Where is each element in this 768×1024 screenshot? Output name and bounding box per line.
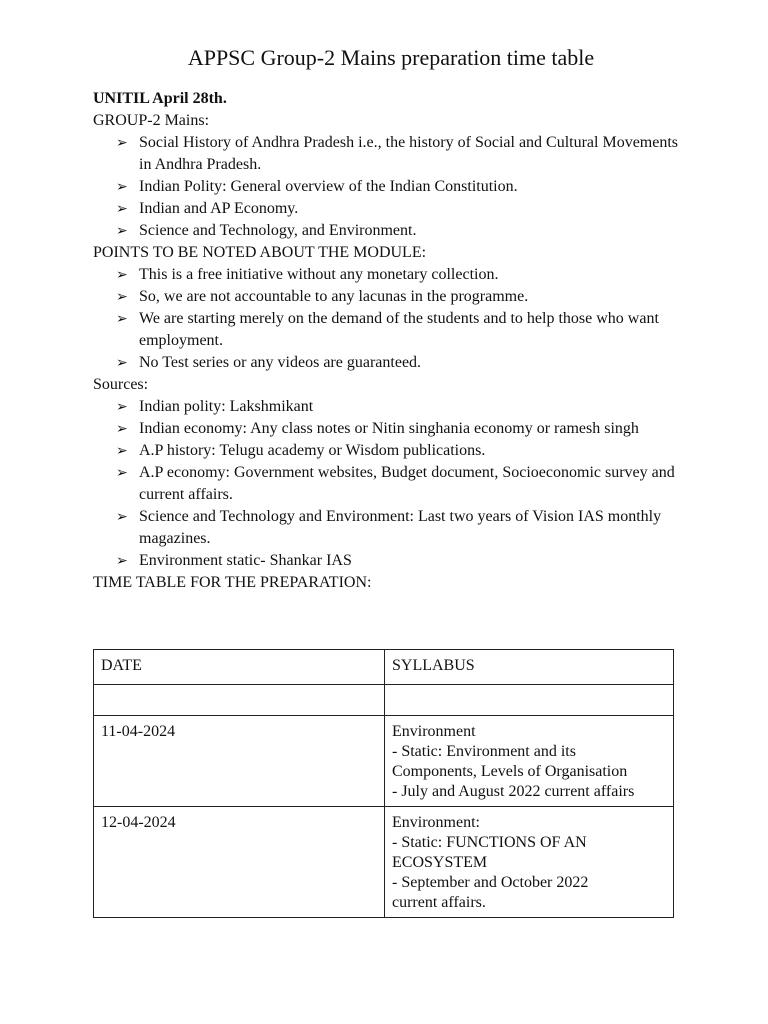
syllabus-line: Environment <box>392 723 476 740</box>
list-item-text: We are starting merely on the demand of the students and to help those who want employment. <box>139 310 659 349</box>
arrow-bullet-icon: ➢ <box>116 311 128 327</box>
list-item <box>93 462 679 506</box>
list-item <box>93 440 693 462</box>
syllabus-line: Components, Levels of Organisation <box>392 763 628 780</box>
syllabus-line: current affairs. <box>392 894 486 911</box>
list-item <box>93 198 693 220</box>
syllabus-line: Environment: <box>392 814 480 831</box>
list-item-text: Indian polity: Lakshmikant <box>139 398 314 415</box>
syllabus-line: - July and August 2022 current affairs <box>392 783 635 800</box>
syllabus-cell <box>385 716 674 807</box>
until-date-line: UNITIL April 28th. <box>93 90 227 107</box>
list-item-text: Indian economy: Any class notes or Nitin singhania economy or ramesh singh <box>139 420 639 437</box>
column-header-date: DATE <box>94 650 385 685</box>
list-item-text: Social History of Andhra Pradesh i.e., the history of Social and Cultural Movements in Andhra Pradesh. <box>139 134 679 173</box>
empty-cell <box>385 685 674 716</box>
arrow-bullet-icon: ➢ <box>116 179 128 195</box>
column-header-syllabus: SYLLABUS <box>385 650 674 685</box>
list-item-text: This is a free initiative without any monetary collection. <box>139 266 499 283</box>
list-item-text: A.P economy: Government websites, Budget document, Socioeconomic survey and current affairs. <box>139 464 675 503</box>
syllabus-line: ECOSYSTEM <box>392 854 488 871</box>
date-cell: 11-04-2024 <box>94 716 385 807</box>
sources-heading: Sources: <box>93 376 149 393</box>
list-item <box>93 286 693 308</box>
timetable <box>93 649 674 918</box>
syllabus-cell <box>385 807 674 918</box>
sources-list <box>93 396 693 572</box>
list-item-text: So, we are not accountable to any lacunas in the programme. <box>139 288 529 305</box>
syllabus-line: - Static: FUNCTIONS OF AN <box>392 834 587 851</box>
table-header-row <box>94 650 674 685</box>
list-item-text: A.P history: Telugu academy or Wisdom publications. <box>139 442 486 459</box>
table-row <box>94 716 674 807</box>
list-item <box>93 396 693 418</box>
arrow-bullet-icon: ➢ <box>116 355 128 371</box>
list-item <box>93 550 693 572</box>
list-item-text: No Test series or any videos are guaranteed. <box>139 354 422 371</box>
arrow-bullet-icon: ➢ <box>116 135 128 151</box>
document-title: APPSC Group-2 Mains preparation time table <box>187 45 595 70</box>
timetable-heading: TIME TABLE FOR THE PREPARATION: <box>93 574 372 591</box>
date-cell: 12-04-2024 <box>94 807 385 918</box>
syllabus-line: - Static: Environment and its <box>392 743 576 760</box>
list-item <box>93 352 693 374</box>
list-item-text: Science and Technology, and Environment. <box>139 222 417 239</box>
syllabus-line: - September and October 2022 <box>392 874 589 891</box>
group-heading: GROUP-2 Mains: <box>93 112 210 129</box>
list-item-text: Indian and AP Economy. <box>139 200 299 217</box>
list-item <box>93 506 679 550</box>
arrow-bullet-icon: ➢ <box>116 443 128 459</box>
points-list <box>93 264 693 374</box>
arrow-bullet-icon: ➢ <box>116 223 128 239</box>
list-item-text: Indian Polity: General overview of the Indian Constitution. <box>139 178 518 195</box>
list-item <box>93 176 693 198</box>
arrow-bullet-icon: ➢ <box>116 201 128 217</box>
empty-cell <box>94 685 385 716</box>
list-item <box>93 308 679 352</box>
document-body <box>93 88 693 594</box>
list-item <box>93 132 679 176</box>
list-item-text: Environment static- Shankar IAS <box>139 552 352 569</box>
arrow-bullet-icon: ➢ <box>116 399 128 415</box>
group-list <box>93 132 693 242</box>
list-item-text: Science and Technology and Environment: Last two years of Vision IAS monthly magazines. <box>139 508 662 547</box>
table-row <box>94 807 674 918</box>
list-item <box>93 264 693 286</box>
arrow-bullet-icon: ➢ <box>116 267 128 283</box>
list-item <box>93 418 679 440</box>
list-item <box>93 220 693 242</box>
arrow-bullet-icon: ➢ <box>116 289 128 305</box>
arrow-bullet-icon: ➢ <box>116 421 128 437</box>
table-row-empty <box>94 685 674 716</box>
arrow-bullet-icon: ➢ <box>116 553 128 569</box>
arrow-bullet-icon: ➢ <box>116 509 128 525</box>
points-heading: POINTS TO BE NOTED ABOUT THE MODULE: <box>93 244 427 261</box>
arrow-bullet-icon: ➢ <box>116 465 128 481</box>
